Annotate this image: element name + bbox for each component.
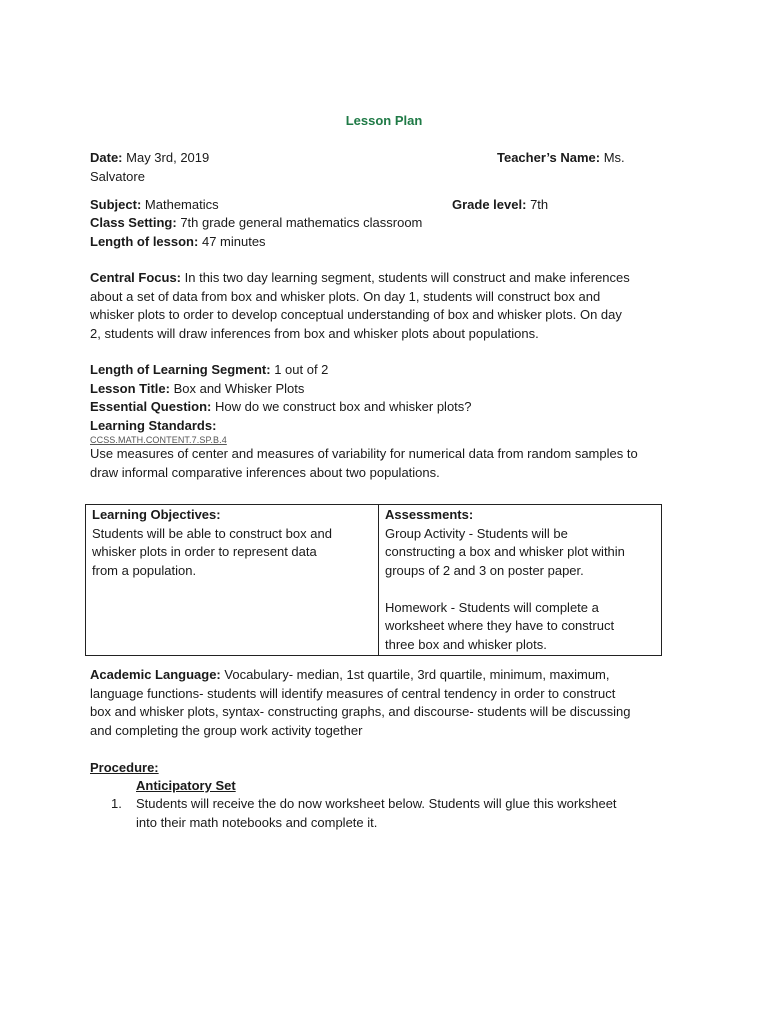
central-focus-line: about a set of data from box and whisker plots. On day 1, students will construct box and bbox=[90, 288, 601, 304]
grade-label: Grade level: bbox=[452, 197, 527, 212]
standard-code-link[interactable]: CCSS.MATH.CONTENT.7.SP.B.4 bbox=[90, 435, 227, 445]
central-focus bbox=[90, 269, 690, 343]
segment-length-line bbox=[90, 361, 690, 380]
lesson-length-value: 47 minutes bbox=[201, 234, 266, 249]
essential-question-value: How do we construct box and whisker plots? bbox=[215, 399, 472, 414]
anticipatory-set-text: Anticipatory Set bbox=[136, 778, 236, 793]
class-setting-line bbox=[90, 214, 422, 233]
assessments-header: Assessments: bbox=[385, 507, 474, 522]
objectives-header: Learning Objectives: bbox=[92, 507, 221, 522]
central-focus-label: Central Focus: bbox=[90, 270, 182, 285]
lesson-title-label: Lesson Title: bbox=[90, 380, 170, 396]
standard-text-line: draw informal comparative inferences about two populations. bbox=[90, 464, 440, 480]
segment-length-value: 1 out of 2 bbox=[274, 362, 329, 377]
learning-standards-label: Learning Standards: bbox=[90, 417, 217, 433]
class-setting-label: Class Setting: bbox=[90, 215, 177, 230]
procedure-steps bbox=[111, 795, 696, 832]
teacher-label: Teacher’s Name: bbox=[497, 150, 601, 165]
assessment-line: constructing a box and whisker plot within bbox=[385, 544, 625, 559]
academic-language-label: Academic Language: bbox=[90, 667, 221, 682]
academic-language-line: and completing the group work activity together bbox=[90, 722, 363, 738]
central-focus-line: whisker plots to order to develop conceptual understanding of box and whisker plots. On day bbox=[90, 307, 622, 322]
subject-label: Subject: bbox=[90, 197, 142, 212]
objectives-assessments-table bbox=[85, 504, 662, 656]
assessment-line: Homework - Students will complete a bbox=[385, 599, 599, 615]
academic-language-line bbox=[90, 666, 690, 685]
central-focus-text: In this two day learning segment, students will construct and make inferences bbox=[184, 270, 630, 285]
central-focus-line: 2, students will draw inferences from box and whisker plots about populations. bbox=[90, 325, 539, 341]
objectives-line: from a population. bbox=[92, 562, 197, 578]
table-row bbox=[86, 505, 662, 656]
essential-question-label: Essential Question: bbox=[90, 399, 212, 414]
objectives-line: whisker plots in order to represent data bbox=[92, 544, 317, 559]
teacher-value-continued: Salvatore bbox=[90, 169, 145, 184]
lesson-length-label: Length of lesson: bbox=[90, 234, 199, 249]
academic-language-line: box and whisker plots, syntax- constructing graphs, and discourse- students will be discussing bbox=[90, 704, 631, 719]
grade-value: 7th bbox=[530, 197, 549, 212]
central-focus-line bbox=[90, 269, 690, 288]
teacher-value: Ms. bbox=[603, 150, 625, 165]
academic-language bbox=[90, 666, 690, 740]
lesson-length-line bbox=[90, 233, 266, 252]
class-setting-value: 7th grade general mathematics classroom bbox=[180, 215, 423, 230]
procedure-step-list bbox=[111, 795, 696, 832]
procedure-heading-text: Procedure: bbox=[90, 760, 159, 775]
step-line: into their math notebooks and complete it. bbox=[136, 814, 378, 830]
subject-line bbox=[90, 196, 219, 215]
step-line: Students will receive the do now worksheet below. Students will glue this worksheet bbox=[136, 796, 617, 811]
lesson-title-value: Box and Whisker Plots bbox=[173, 380, 305, 396]
segment-length-label: Length of Learning Segment: bbox=[90, 362, 271, 377]
assessment-line: worksheet where they have to construct bbox=[385, 618, 615, 633]
assessment-line: groups of 2 and 3 on poster paper. bbox=[385, 562, 584, 578]
list-item bbox=[111, 795, 696, 832]
academic-language-line: language functions- students will identify measures of central tendency in order to construct bbox=[90, 685, 616, 701]
essential-question-line bbox=[90, 398, 690, 417]
academic-language-text: Vocabulary- median, 1st quartile, 3rd quartile, minimum, maximum, bbox=[224, 667, 610, 682]
subject-value: Mathematics bbox=[144, 197, 219, 212]
objectives-line: Students will be able to construct box and bbox=[92, 525, 332, 541]
segment-details bbox=[90, 361, 690, 482]
anticipatory-set-heading bbox=[136, 777, 236, 796]
assessments-cell bbox=[379, 505, 662, 656]
date-line bbox=[90, 149, 209, 168]
grade-line bbox=[452, 196, 548, 215]
teacher-line bbox=[497, 149, 625, 168]
document-title: Lesson Plan bbox=[345, 113, 423, 128]
standard-text-line: Use measures of center and measures of variability for numerical data from random samples to bbox=[90, 446, 638, 461]
date-label: Date: bbox=[90, 150, 123, 165]
date-value: May 3rd, 2019 bbox=[126, 150, 210, 165]
learning-standards-line bbox=[90, 417, 690, 436]
spacer bbox=[385, 580, 655, 599]
step-number: 1. bbox=[111, 796, 122, 811]
lesson-title-line bbox=[90, 380, 690, 399]
assessment-line: Group Activity - Students will be bbox=[385, 525, 568, 541]
objectives-cell bbox=[86, 505, 379, 656]
procedure-heading bbox=[90, 759, 159, 778]
assessment-line: three box and whisker plots. bbox=[385, 636, 547, 652]
